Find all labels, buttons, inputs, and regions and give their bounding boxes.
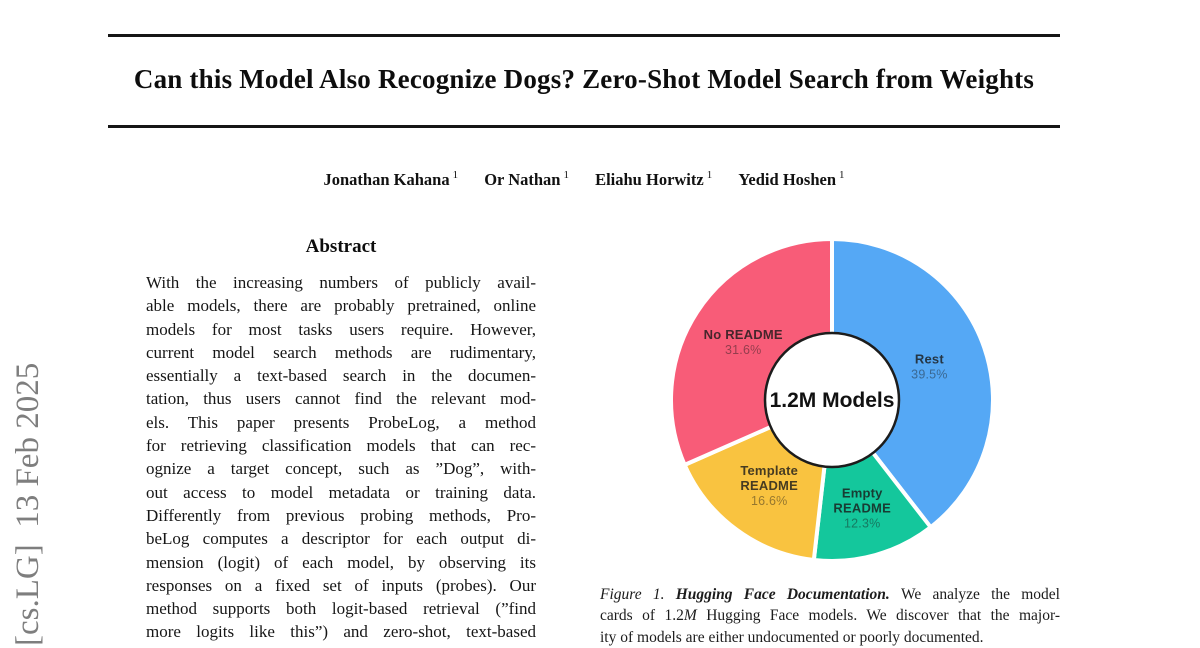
abstract-body	[146, 271, 536, 644]
author-name: Eliahu Horwitz	[595, 169, 704, 189]
author	[323, 170, 458, 189]
abstract-line: for retrieving classification models that can rec-	[146, 436, 536, 456]
left-column	[146, 236, 536, 644]
caption-line	[600, 627, 1060, 648]
abstract-line: responses on a fixed set of inputs (probes). Our	[146, 575, 536, 595]
abstract-line: models for most tasks users require. However,	[146, 319, 536, 339]
abstract-line: Differently from previous probing methods, Pro-	[146, 505, 536, 525]
caption-text: ity of models are either undocumented or poorly documented.	[600, 628, 984, 646]
author-name: Yedid Hoshen	[738, 169, 836, 189]
abstract-line: more logits like this”) and zero-shot, text-based	[146, 622, 536, 642]
slice-name-label: README	[833, 500, 891, 516]
abstract-heading: Abstract	[305, 236, 377, 257]
abstract-line: beLog computes a descriptor for each output di-	[146, 529, 536, 549]
slice-percent-label: 39.5%	[911, 367, 948, 382]
donut-center-label: 1.2M Models	[769, 389, 895, 412]
author-name: Or Nathan	[484, 169, 561, 189]
figure-number: Figure 1.	[600, 586, 676, 603]
slice-percent-label: 31.6%	[724, 343, 762, 358]
title-rule-bottom	[108, 125, 1060, 128]
slice-name-label: Rest	[914, 351, 944, 367]
caption-math-m: M	[683, 607, 697, 625]
slice-percent-label: 16.6%	[750, 493, 788, 508]
abstract-line: out access to model metadata or training data.	[146, 482, 536, 502]
caption-text: Hugging Face models. We discover that the major-	[696, 607, 1060, 625]
abstract-line: mension (logit) of each model, by observing its	[146, 552, 536, 572]
author-affiliation-sup: 1	[452, 169, 459, 181]
abstract-line: With the increasing numbers of publicly avail-	[146, 273, 536, 292]
abstract-line: able models, there are probably pretrained, online	[146, 296, 536, 316]
caption-text: cards of 1.2	[600, 607, 684, 625]
author-list	[108, 169, 1060, 190]
abstract-line: tation, thus users cannot find the relevant mod-	[146, 389, 536, 409]
slice-name-label: No README	[703, 327, 783, 343]
figure-title: Hugging Face Documentation.	[675, 586, 902, 603]
author-affiliation-sup: 1	[839, 169, 845, 181]
author-affiliation-sup: 1	[706, 169, 713, 181]
abstract-line: method supports both logit-based retrieval (”find	[146, 599, 536, 619]
author	[484, 170, 569, 189]
caption-line	[600, 584, 1060, 605]
title-rule-top	[108, 34, 1060, 37]
slice-name-label: Empty	[841, 485, 883, 501]
abstract-line: essentially a text-based search in the documen-	[146, 366, 536, 386]
slice-name-label: README	[740, 477, 798, 493]
author	[595, 170, 712, 189]
figure-1-donut-chart	[630, 218, 1034, 582]
abstract-line: els. This paper presents ProbeLog, a method	[146, 412, 536, 432]
author-name: Jonathan Kahana	[323, 169, 450, 189]
slice-name-label: Template	[740, 462, 799, 478]
figure-1-caption	[600, 584, 1060, 648]
author	[738, 170, 844, 189]
arxiv-sidebar-label: [cs.LG] 13 Feb 2025	[10, 362, 46, 646]
caption-text: We analyze the model	[901, 586, 1060, 603]
author-affiliation-sup: 1	[563, 169, 569, 181]
caption-line	[600, 605, 1060, 626]
slice-percent-label: 12.3%	[843, 516, 881, 531]
abstract-line: current model search methods are rudimentary,	[146, 342, 536, 362]
abstract-line: ognize a target concept, such as ”Dog”, with-	[146, 459, 536, 479]
paper-title: Can this Model Also Recognize Dogs? Zero-Shot Model Search from Weights	[133, 64, 1035, 94]
